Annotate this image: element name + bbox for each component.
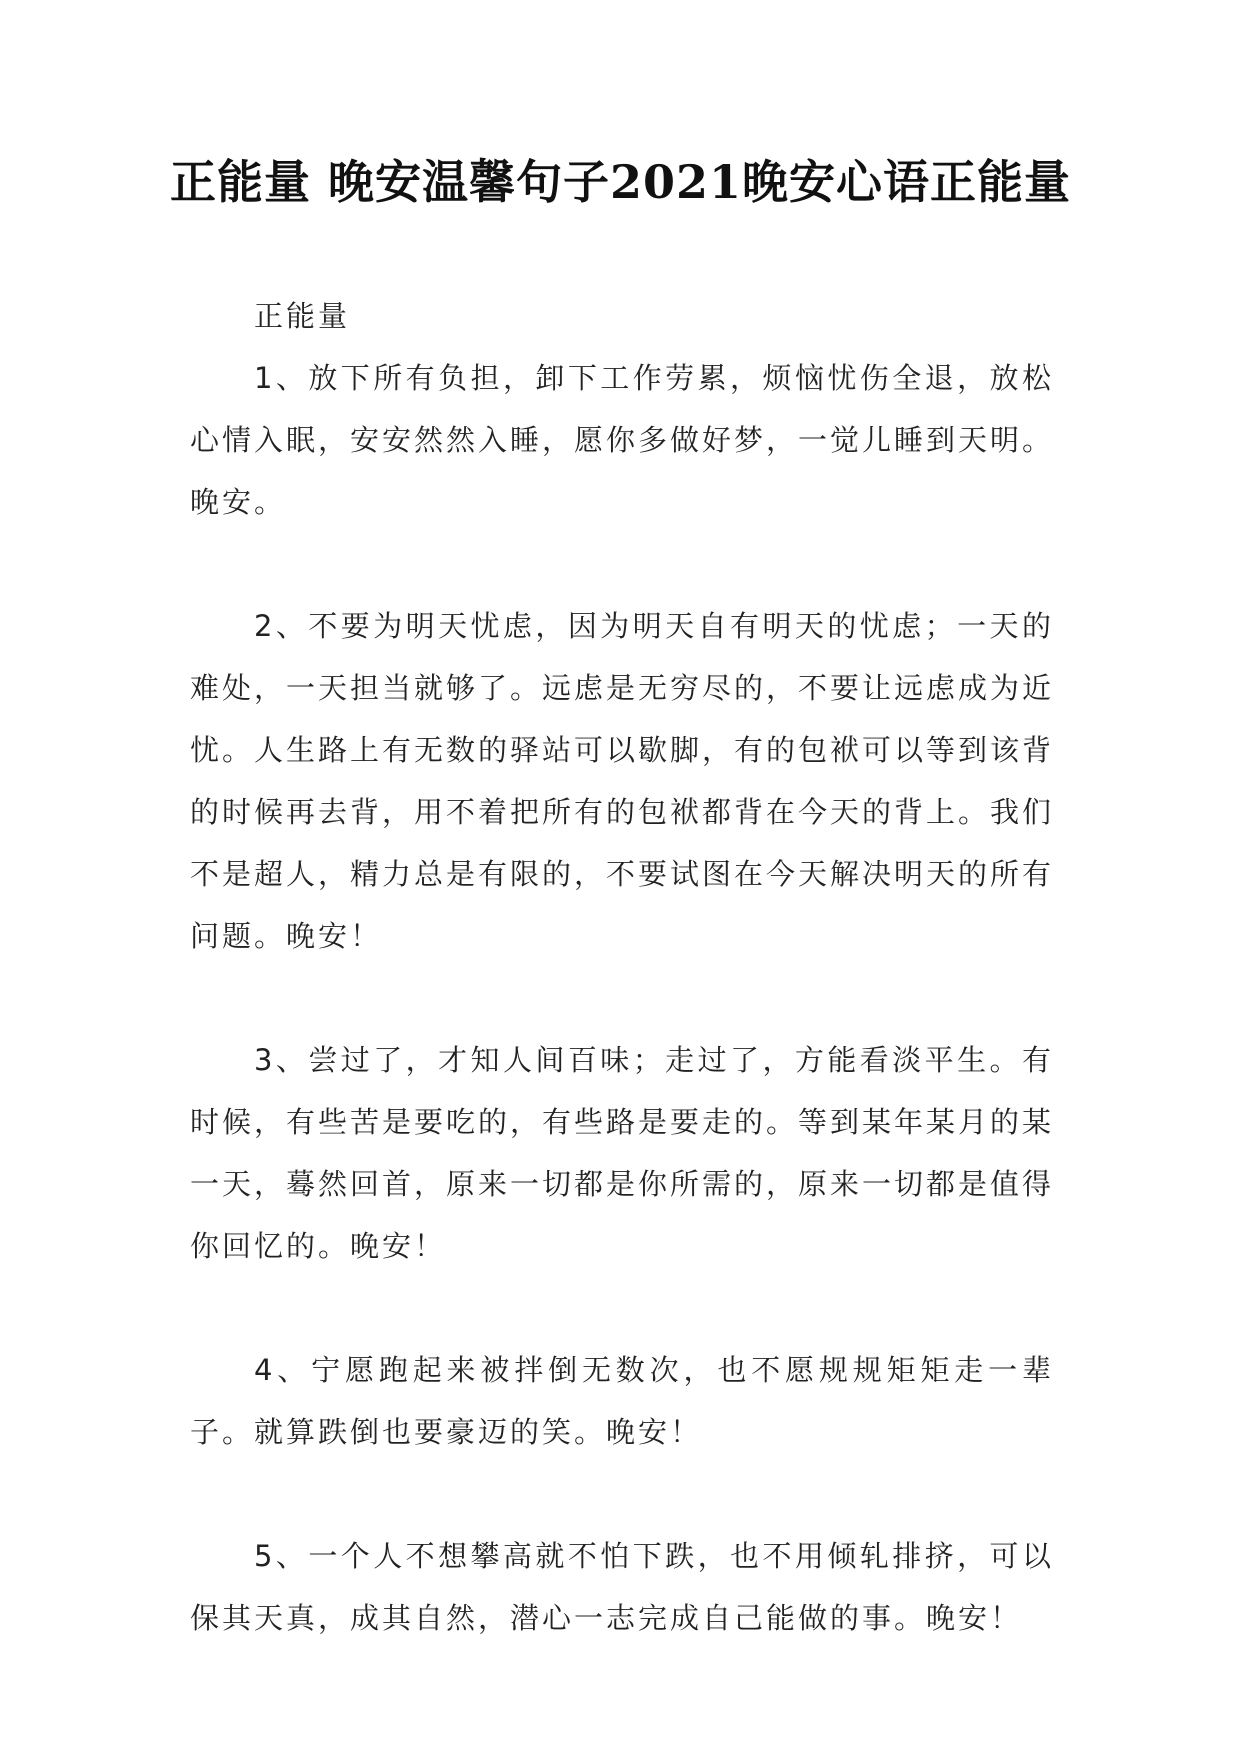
paragraph-2: 2、不要为明天忧虑，因为明天自有明天的忧虑；一天的难处，一天担当就够了。远虑是无穷尽的，不要让远虑成为近忧。人生路上有无数的驿站可以歇脚，有的包袱可以等到该背的时候再去背，用不着把所有的包袱都背在今天的背上。我们不是超人，精力总是有限的，不要试图在今天解决明天的所有问题。晚安！ <box>190 609 1055 953</box>
paragraph-3: 3、尝过了，才知人间百味；走过了，方能看淡平生。有时候，有些苦是要吃的，有些路是要走的。等到某年某月的某一天，蓦然回首，原来一切都是你所需的，原来一切都是值得你回忆的。晚安！ <box>190 1043 1055 1263</box>
paragraph-gap <box>190 533 1054 595</box>
section-heading: 正能量 <box>254 299 351 333</box>
paragraph-gap <box>190 1463 1054 1525</box>
paragraph-gap <box>190 967 1054 1029</box>
document-body <box>190 285 1054 1649</box>
paragraph-1: 1、放下所有负担，卸下工作劳累，烦恼忧伤全退，放松心情入眠，安安然然入睡，愿你多做好梦，一觉儿睡到天明。晚安。 <box>190 361 1055 519</box>
paragraph-5: 5、一个人不想攀高就不怕下跌，也不用倾轧排挤，可以保其天真，成其自然，潜心一志完成自己能做的事。晚安！ <box>190 1539 1054 1635</box>
document-title: 正能量 晚安温馨句子2021晚安心语正能量 <box>169 155 1072 209</box>
paragraph-4: 4、宁愿跑起来被拌倒无数次，也不愿规规矩矩走一辈子。就算跌倒也要豪迈的笑。晚安！ <box>190 1353 1054 1449</box>
paragraph-gap <box>190 1277 1054 1339</box>
